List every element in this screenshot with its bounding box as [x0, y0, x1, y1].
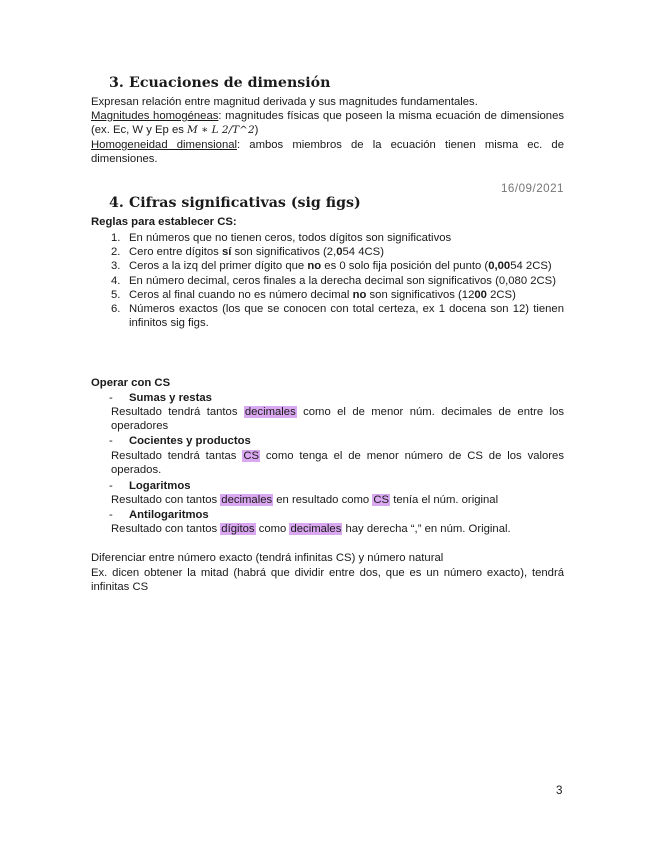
section-3-heading	[109, 76, 330, 90]
rules-heading: Reglas para establecer CS:	[91, 216, 237, 228]
text-fragment: 54 4CS)	[342, 246, 384, 259]
text-fragment: Resultado tendrá tantas	[111, 450, 243, 462]
operation-title	[109, 391, 212, 405]
rule-item	[91, 259, 564, 273]
text-fragment: Resultado con tantos	[111, 523, 221, 535]
rule-number: 1.	[111, 232, 121, 244]
operation-title-text: Antilogaritmos	[129, 509, 209, 521]
text-fragment: en resultado como	[273, 494, 373, 506]
term-magnitudes-homogeneas: Magnitudes homogéneas	[91, 110, 219, 122]
rule-number: 2.	[111, 246, 121, 259]
operation-rule	[111, 449, 564, 477]
text-fragment: tenía el núm. original	[390, 494, 499, 506]
section-title: Ecuaciones de dimensión	[129, 75, 331, 91]
operation-title-text: Logaritmos	[129, 480, 191, 492]
operation-title	[109, 479, 191, 493]
text-fragment: Ceros a la izq del primer dígito que	[129, 260, 308, 273]
term-homogeneidad-dimensional: Homogeneidad dimensional	[91, 139, 238, 151]
text-fragment: como	[255, 523, 290, 535]
homog-text: : magnitudes físicas que poseen la misma ecuación de dimensiones (ex. Ec, W y Ep es	[91, 110, 564, 137]
highlighted-text: decimales	[290, 523, 342, 535]
text-fragment: 2CS)	[486, 288, 516, 301]
text-fragment: Resultado con tantos	[111, 494, 221, 506]
homog-end: )	[254, 124, 259, 137]
rules-list	[91, 231, 564, 330]
dash-bullet: -	[109, 435, 113, 447]
text-fragment: Números exactos (los que se conocen con total certeza, ex 1 docena son 12) tienen infinitos sig figs.	[129, 303, 564, 330]
rule-number: 3.	[111, 260, 121, 273]
text-fragment: Ceros al final cuando no es número decimal	[129, 288, 353, 301]
text-fragment: 54 2CS)	[510, 260, 552, 273]
text-fragment: En números que no tienen ceros, todos dígitos son significativos	[129, 232, 452, 244]
rule-number: 6.	[111, 303, 121, 316]
operation-title-text: Cocientes y productos	[129, 435, 251, 447]
rule-number: 5.	[111, 288, 121, 301]
operation-rule	[111, 493, 564, 507]
rule-item	[91, 302, 564, 330]
highlighted-text: CS	[373, 494, 390, 506]
section-number: 4.	[109, 195, 124, 211]
bold-text: 00	[474, 288, 487, 301]
homogeneous-definition	[91, 109, 564, 137]
text-fragment: como tenga el de menor número de CS de los valores operados.	[111, 450, 564, 477]
rule-item	[91, 274, 564, 288]
section-number: 3.	[109, 75, 124, 91]
operation-rule	[111, 405, 564, 433]
rule-item	[91, 245, 564, 259]
rule-item	[91, 288, 564, 302]
dash-bullet: -	[109, 509, 113, 521]
date-stamp: 16/09/2021	[500, 182, 564, 195]
operation-title	[109, 508, 209, 522]
rule-number: 4.	[111, 274, 121, 287]
highlighted-text: CS	[243, 450, 260, 462]
dash-bullet: -	[109, 480, 113, 492]
text-fragment: es 0 solo fija posición del punto (	[321, 260, 489, 273]
operation-title	[109, 434, 251, 448]
dash-bullet: -	[109, 392, 113, 404]
example-line: Ex. dicen obtener la mitad (habrá que dividir entre dos, que es un número exacto), tendrá infinitas CS	[91, 567, 564, 594]
operar-heading: Operar con CS	[91, 377, 171, 389]
text-fragment: como el de menor núm. decimales de entre los operadores	[111, 406, 564, 433]
text-fragment: son significativos (2,	[231, 246, 337, 259]
bold-text: 0,00	[488, 260, 511, 273]
bold-text: 0	[336, 246, 343, 259]
highlighted-text: decimales	[221, 494, 273, 506]
highlighted-text: dígitos	[221, 523, 255, 535]
section-4-heading	[109, 196, 361, 210]
diff-line: Diferenciar entre número exacto (tendrá infinitas CS) y número natural	[91, 552, 444, 564]
bold-text: no	[307, 260, 322, 273]
rule-item	[91, 231, 564, 245]
dimension-formula: M ∗ L 2/T^2	[187, 124, 255, 137]
page-number: 3	[556, 784, 563, 797]
sec3-intro: Expresan relación entre magnitud derivada y sus magnitudes fundamentales.	[91, 96, 478, 108]
hd-text: : ambos miembros de la ecuación tienen misma ec. de dimensiones.	[91, 139, 564, 166]
section-title: Cifras significativas (sig figs)	[129, 195, 361, 211]
text-fragment: En número decimal, ceros finales a la derecha decimal son significativos (0,080 2CS)	[129, 274, 556, 287]
bold-text: sí	[221, 246, 232, 259]
highlighted-text: decimales	[244, 406, 296, 418]
bold-text: no	[352, 288, 367, 301]
text-fragment: Resultado tendrá tantos	[111, 406, 244, 418]
operation-rule	[111, 522, 564, 536]
text-fragment: Cero entre dígitos	[129, 246, 222, 259]
text-fragment: hay derecha “,” en núm. Original.	[342, 523, 511, 535]
homogeneity-definition	[91, 138, 564, 166]
text-fragment: son significativos (12	[366, 288, 475, 301]
operation-title-text: Sumas y restas	[129, 392, 212, 404]
